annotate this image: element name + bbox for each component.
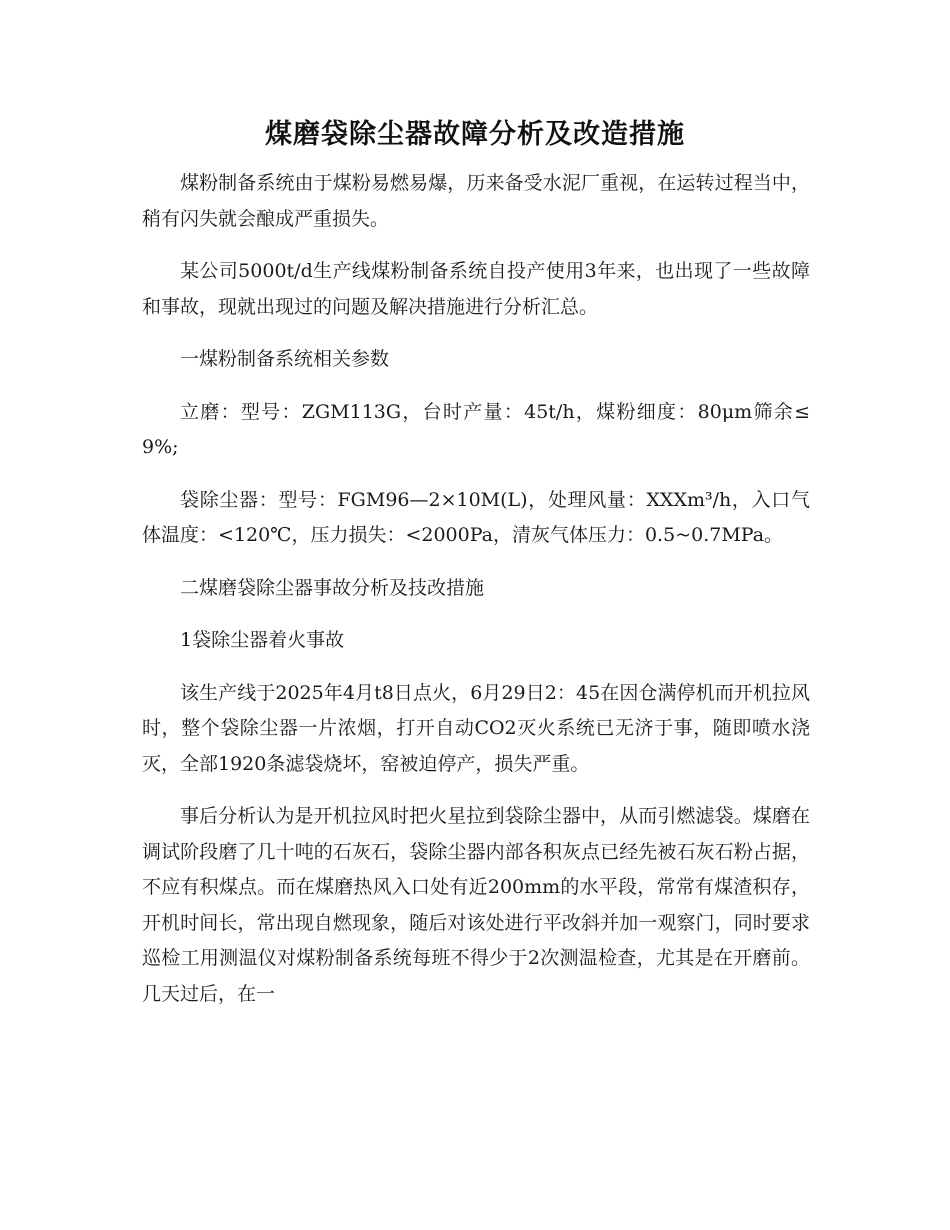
document-body	[142, 166, 810, 1029]
section-heading-parameters: 一煤粉制备系统相关参数	[180, 348, 390, 370]
section-heading-accidents: 二煤磨袋除尘器事故分析及技改措施	[180, 576, 485, 599]
subsection-heading-fire: 1袋除尘器着火事故	[180, 629, 345, 651]
paragraph-filter-params: 袋除尘器：型号：FGM96—2×10M(L)，处理风量：XXXm³/h，入口气体温度：<120℃，压力损失：<2000Pa，清灰气体压力：0.5~0.7MPa。	[142, 488, 810, 546]
paragraph-fire-event: 该生产线于2025年4月t8日点火，6月29日2：45在因仓满停机而开机拉风时，整个袋除尘器一片浓烟，打开自动CO2灭火系统已无济于事，随即喷水浇灭，全部1920条滤袋烧坏，窑被迫停产，损失严重。	[142, 681, 810, 775]
paragraph-fire-analysis: 事后分析认为是开机拉风时把火星拉到袋除尘器中，从而引燃滤袋。煤磨在调试阶段磨了几十吨的石灰石，袋除尘器内部各积灰点已经先被石灰石粉占据，不应有积煤点。而在煤磨热风入口处有近200mm的水平段，常常有煤渣积存，开机时间长，常出现自燃现象，随后对该处进行平改斜并加一观察门，同时要求巡检工用测温仪对煤粉制备系统每班不得少于2次测温检查，尤其是在开磨前。几天过后，在一	[142, 805, 810, 1005]
paragraph-background: 某公司5000t/d生产线煤粉制备系统自投产使用3年来，也出现了一些故障和事故，现就出现过的问题及解决措施进行分析汇总。	[142, 260, 810, 318]
paragraph-intro: 煤粉制备系统由于煤粉易燃易爆，历来备受水泥厂重视，在运转过程当中，稍有闪失就会酿成严重损失。	[142, 172, 810, 230]
paragraph-mill-params: 立磨：型号：ZGM113G，台时产量：45t/h，煤粉细度：80μm筛余≤9%;	[142, 400, 810, 458]
page-title: 煤磨袋除尘器故障分析及改造措施	[265, 119, 685, 150]
